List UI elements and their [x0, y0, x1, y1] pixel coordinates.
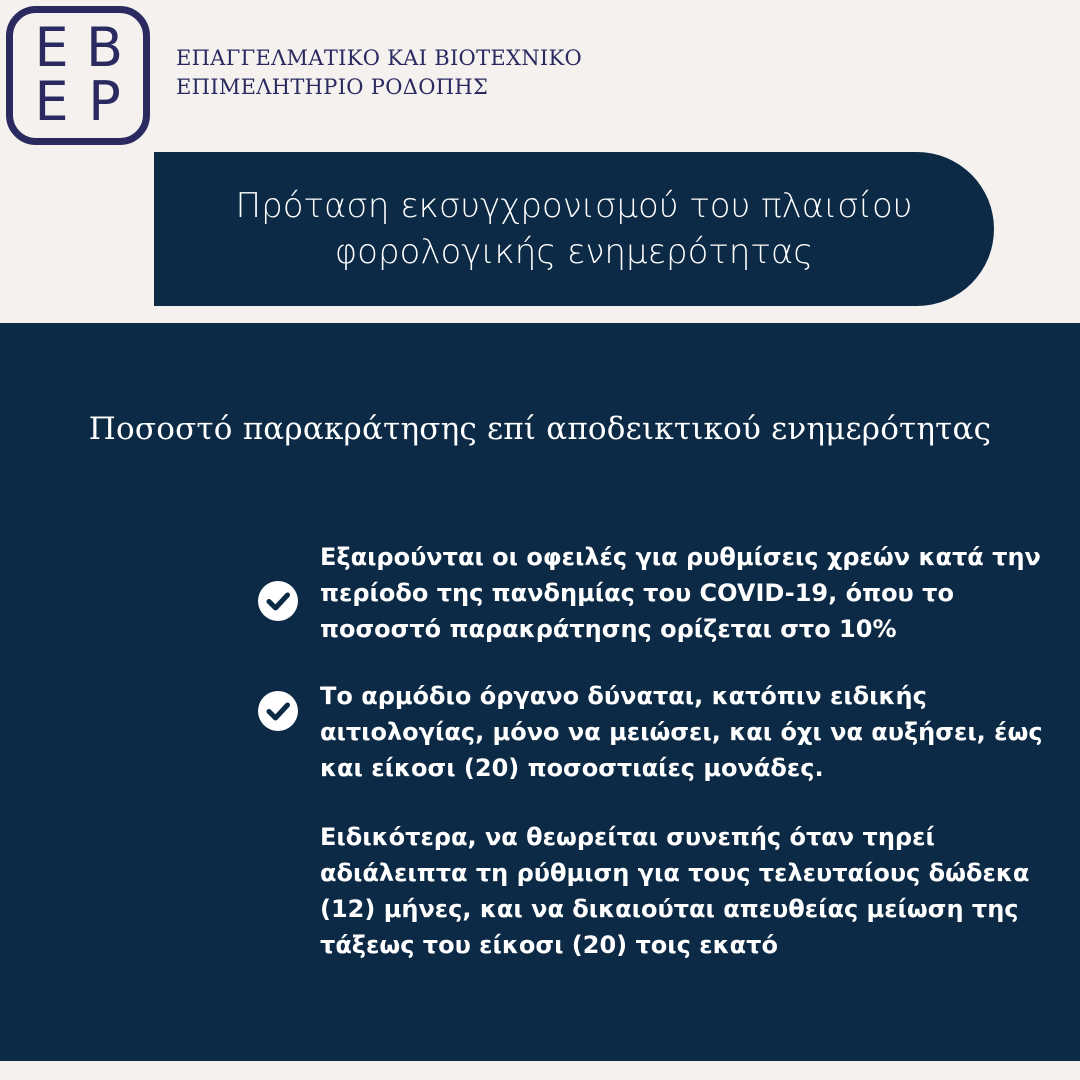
logo-letter: Ε	[34, 70, 69, 133]
organization-name-line2: ΕΠΙΜΕΛΗΤΗΡΙΟ ΡΟΔΟΠΗΣ	[176, 75, 489, 99]
logo-letter: Ρ	[88, 70, 121, 133]
organization-name	[176, 44, 582, 102]
logo-letter: Ε	[34, 16, 69, 79]
note-paragraph: Ειδικότερα, να θεωρείται συνεπής όταν τηρεί αδιάλειπτα τη ρύθμιση για τους τελευταίους δώδεκα (12) μήνες, και να δικαιούται απευθείας μείωση της τάξεως του είκοσι (20) τοις εκατό	[320, 823, 1030, 959]
bullet-text-covid-exemption: Εξαιρούνται οι οφειλές για ρυθμίσεις χρεών κατά την περίοδο της πανδημίας του COVID-19, όπου το ποσοστό παρακράτησης ορίζεται στο 10%	[320, 543, 1041, 643]
bullet-text-reduction: Το αρμόδιο όργανο δύναται, κατόπιν ειδικής αιτιολογίας, μόνο να μειώσει, και όχι να αυξήσει, έως και είκοσι (20) ποσοστιαίες μονάδες.	[320, 682, 1043, 782]
organization-name-line1: ΕΠΑΓΓΕΛΜΑΤΙΚΟ ΚΑΙ ΒΙΟΤΕΧΝΙΚΟ	[176, 46, 583, 70]
check-circle-icon	[258, 581, 298, 621]
page-title-line2: φορολογικής ενημερότητας	[334, 232, 814, 272]
check-circle-icon	[258, 691, 298, 731]
title-banner	[154, 152, 994, 306]
page-title-line1: Πρόταση εκσυγχρονισμού του πλαισίου	[235, 186, 913, 226]
chamber-logo	[6, 6, 150, 145]
logo-letter: Β	[85, 16, 124, 79]
page-title	[236, 183, 913, 275]
section-heading: Ποσοστό παρακράτησης επί αποδεικτικού ενημερότητας	[88, 411, 992, 447]
content-panel	[0, 323, 1080, 1061]
